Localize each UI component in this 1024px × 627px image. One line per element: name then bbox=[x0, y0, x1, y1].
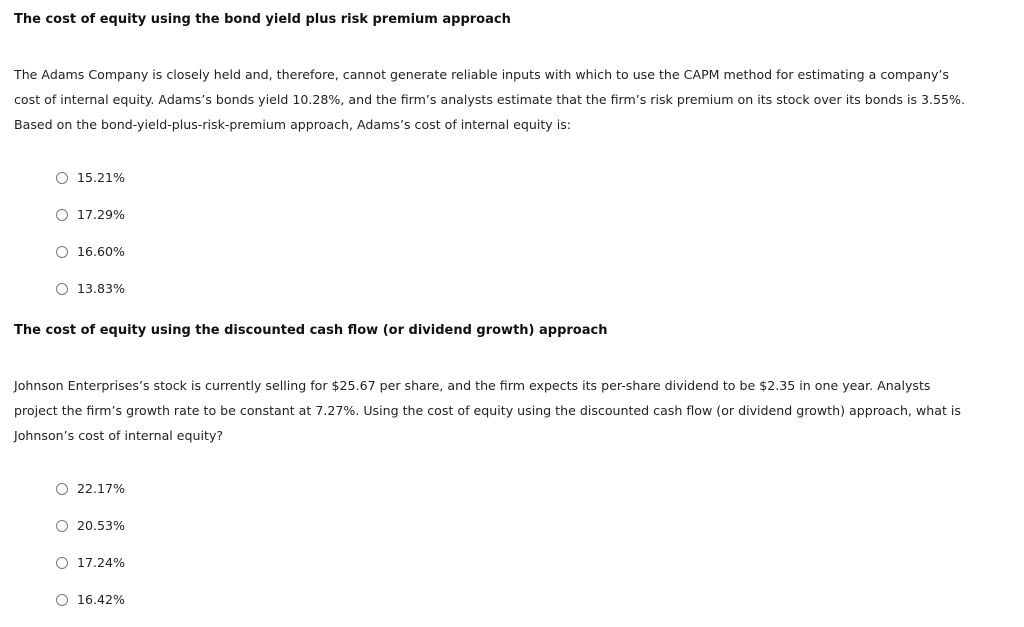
question-text-line: Based on the bond-yield-plus-risk-premium approach, Adams’s cost of internal equity is: bbox=[14, 117, 572, 132]
option-label: 16.42% bbox=[77, 592, 126, 607]
answer-options bbox=[56, 159, 1004, 307]
question-text bbox=[14, 62, 1004, 137]
answer-option[interactable] bbox=[56, 270, 1004, 307]
answer-option[interactable] bbox=[56, 470, 1004, 507]
question-section-dcf bbox=[14, 323, 1004, 618]
radio-button[interactable] bbox=[56, 172, 68, 184]
option-label: 22.17% bbox=[77, 481, 126, 496]
option-label: 13.83% bbox=[77, 281, 126, 296]
radio-button[interactable] bbox=[56, 483, 68, 495]
radio-button[interactable] bbox=[56, 520, 68, 532]
question-text-line: Johnson’s cost of internal equity? bbox=[14, 428, 224, 443]
question-text-line: project the firm’s growth rate to be constant at 7.27%. Using the cost of equity using the discounted cash flow (or dividend growth) approach, what is bbox=[14, 403, 961, 418]
option-label: 17.29% bbox=[77, 207, 126, 222]
answer-option[interactable] bbox=[56, 544, 1004, 581]
question-text-line: cost of internal equity. Adams’s bonds yield 10.28%, and the firm’s analysts estimate that the firm’s risk premium on its stock over its bonds is 3.55%. bbox=[14, 92, 966, 107]
answer-option[interactable] bbox=[56, 159, 1004, 196]
option-label: 20.53% bbox=[77, 518, 126, 533]
radio-button[interactable] bbox=[56, 283, 68, 295]
answer-option[interactable] bbox=[56, 581, 1004, 618]
option-label: 15.21% bbox=[77, 170, 126, 185]
section-title: The cost of equity using the bond yield plus risk premium approach bbox=[14, 12, 511, 27]
radio-button[interactable] bbox=[56, 557, 68, 569]
question-text-line: The Adams Company is closely held and, therefore, cannot generate reliable inputs with which to use the CAPM method for estimating a company’s bbox=[14, 67, 949, 82]
answer-options bbox=[56, 470, 1004, 618]
section-title: The cost of equity using the discounted cash flow (or dividend growth) approach bbox=[14, 323, 608, 338]
answer-option[interactable] bbox=[56, 196, 1004, 233]
radio-button[interactable] bbox=[56, 209, 68, 221]
radio-button[interactable] bbox=[56, 246, 68, 258]
radio-button[interactable] bbox=[56, 594, 68, 606]
answer-option[interactable] bbox=[56, 507, 1004, 544]
question-text-line: Johnson Enterprises’s stock is currently selling for $25.67 per share, and the firm expects its per-share dividend to be $2.35 in one year. Analysts bbox=[14, 378, 931, 393]
question-text bbox=[14, 373, 1004, 448]
option-label: 17.24% bbox=[77, 555, 126, 570]
question-section-bond-yield bbox=[14, 12, 1004, 307]
option-label: 16.60% bbox=[77, 244, 126, 259]
answer-option[interactable] bbox=[56, 233, 1004, 270]
